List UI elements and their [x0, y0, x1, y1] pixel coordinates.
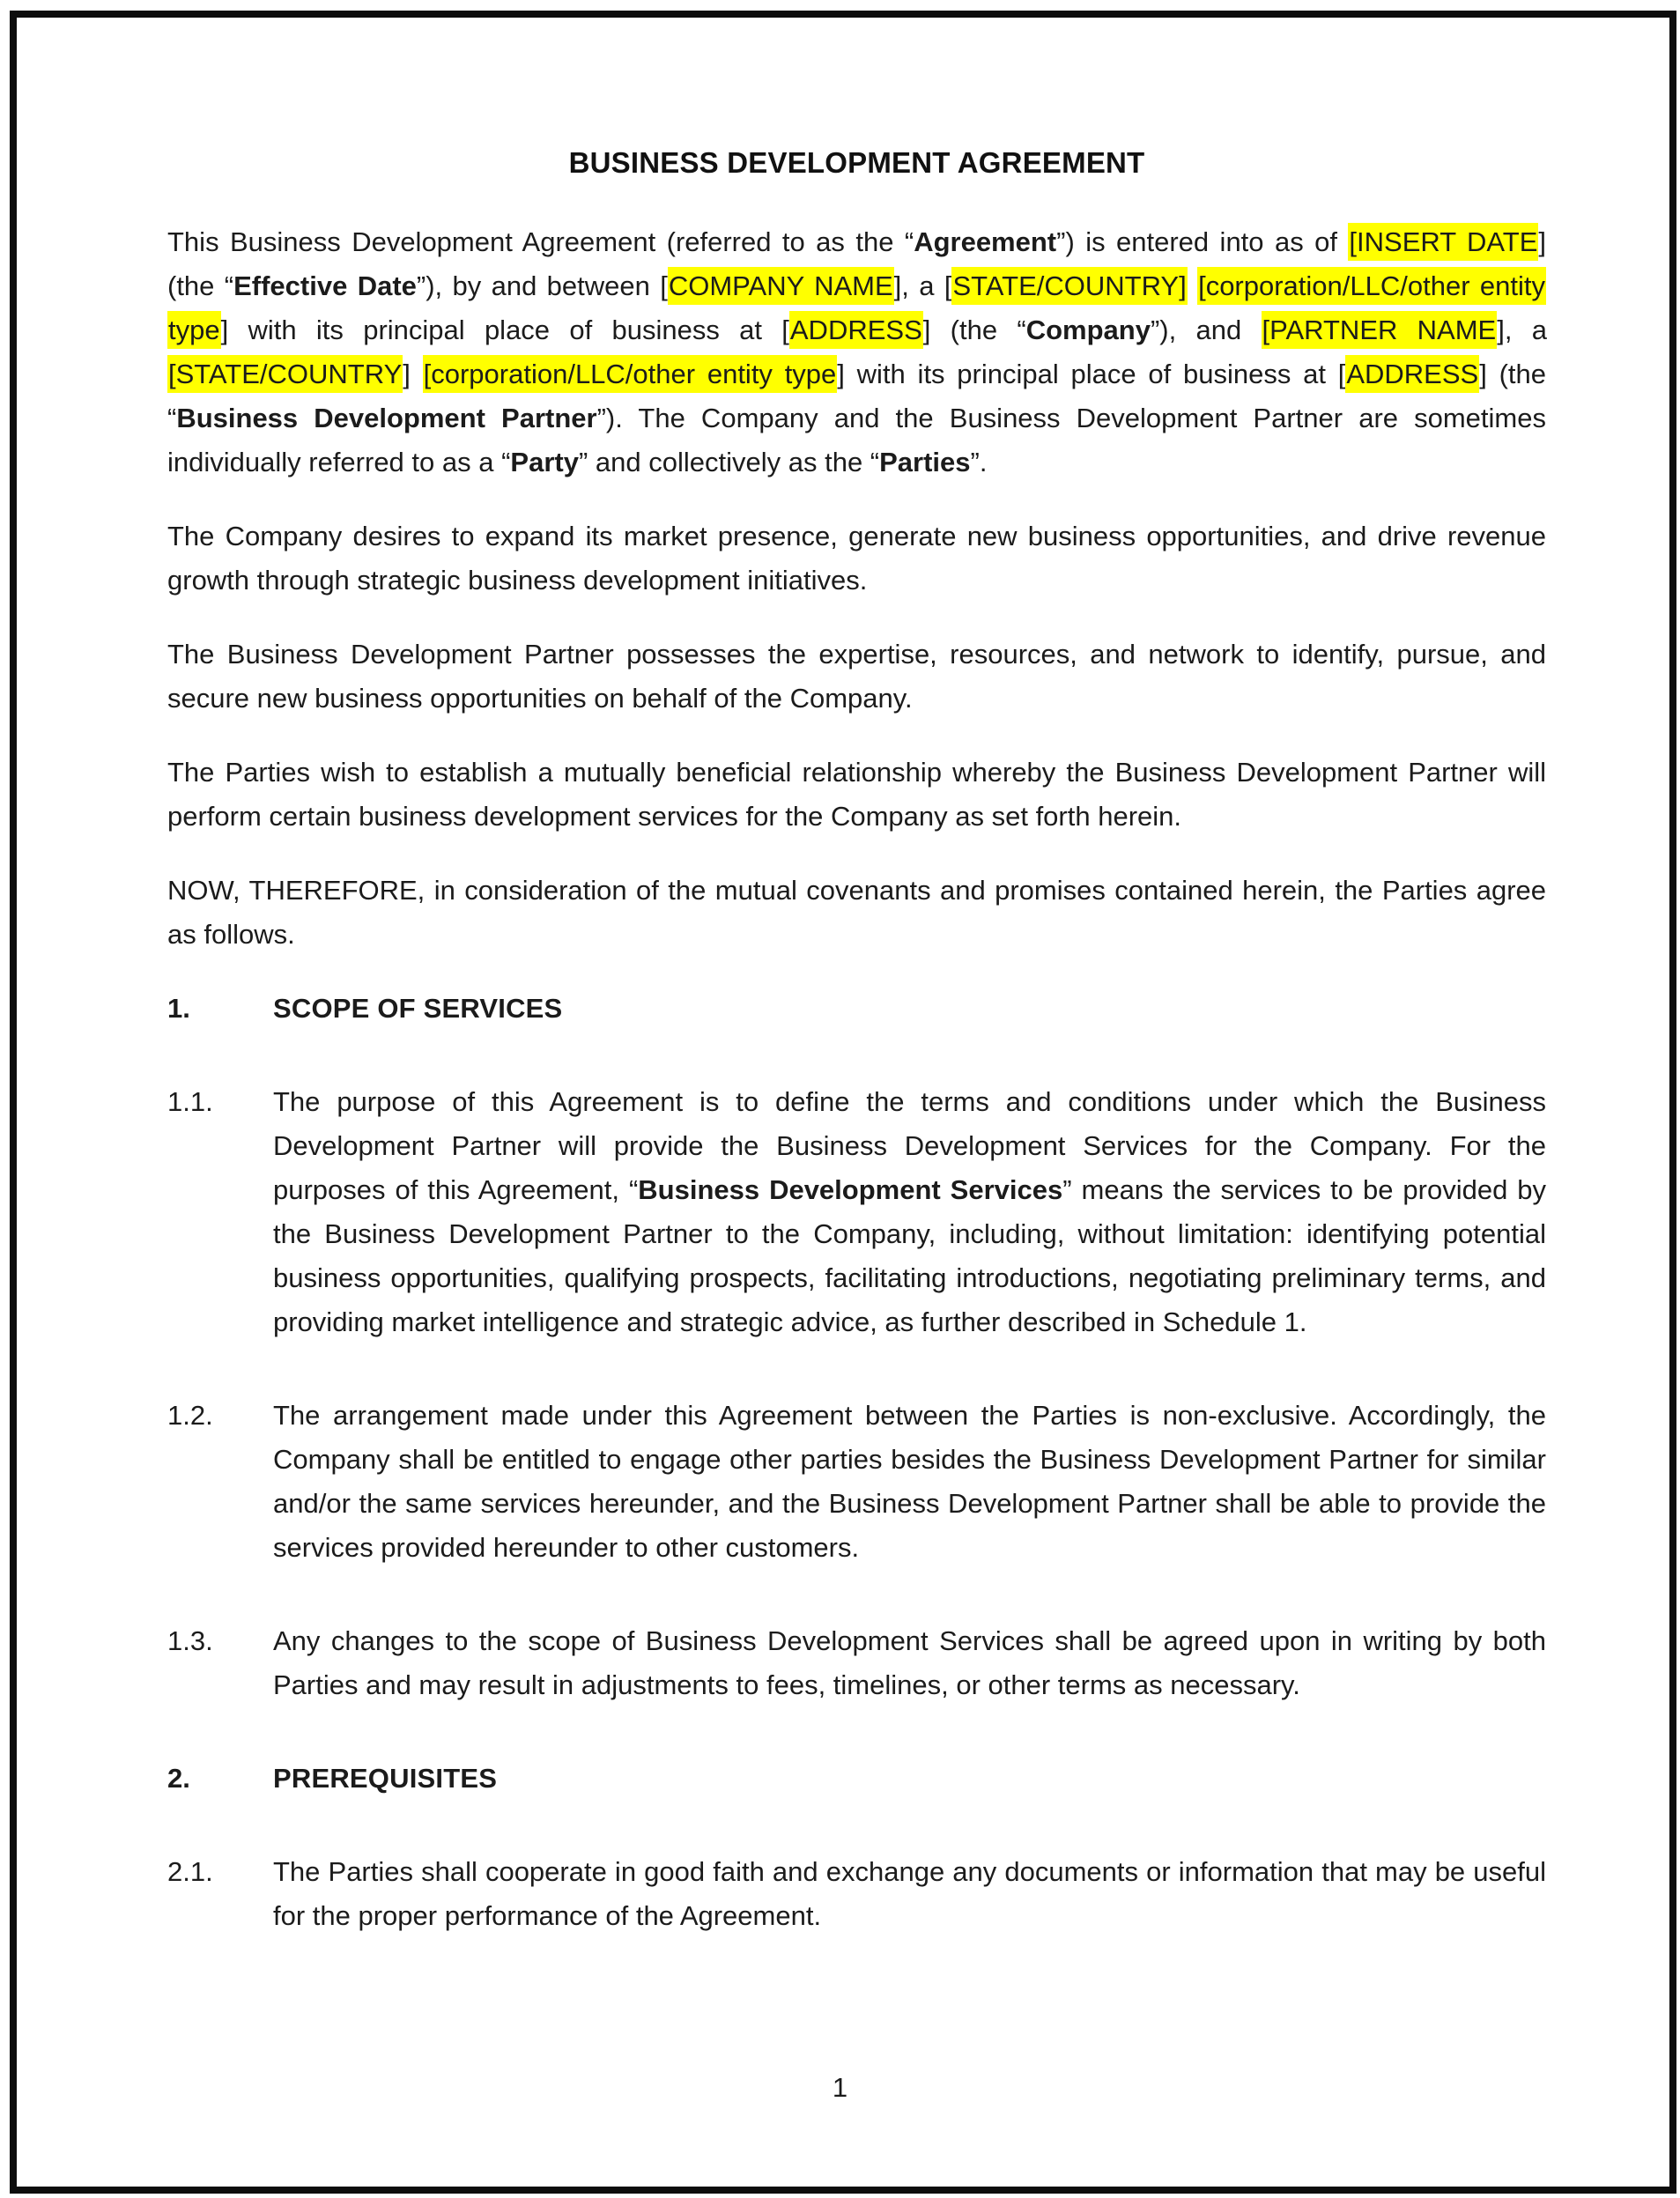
- clause-number: 1.3.: [167, 1625, 213, 1656]
- clause-number: 2.: [167, 1763, 190, 1794]
- bold-text-run: SCOPE OF SERVICES: [273, 993, 563, 1024]
- bold-text-run: Party: [510, 447, 579, 477]
- text-run: The arrangement made under this Agreement between the Parties is non-exclusive. Accordingly, the Company shall be entitled to engage other parties besides the Business Development Partner for similar and/or the same services hereunder, and the Business Development Partner shall be able to provide the services provided hereunder to other customers.: [273, 1400, 1546, 1563]
- clause-text: [273, 1619, 1546, 1707]
- text-run: Any changes to the scope of Business Development Services shall be agreed upon in writing by both Parties and may result in adjustments to fees, timelines, or other terms as necessary.: [273, 1625, 1546, 1700]
- placeholder-highlight: STATE/COUNTRY]: [951, 267, 1187, 305]
- text-run: NOW, THEREFORE, in consideration of the mutual covenants and promises contained herein, the Parties agree as follows.: [167, 875, 1546, 950]
- text-run: ” and collectively as the “: [578, 447, 880, 477]
- text-run: The Company desires to expand its market presence, generate new business opportunities, and drive revenue growth through strategic business development initiatives.: [167, 521, 1546, 596]
- text-run: ”) is entered into as of: [1056, 226, 1349, 257]
- text-run: ”.: [970, 447, 988, 477]
- text-run: ”), by and between [: [416, 270, 668, 301]
- paragraph: [167, 220, 1546, 485]
- paragraph: [167, 751, 1546, 839]
- numbered-clause: [167, 1080, 1546, 1344]
- placeholder-highlight: ADDRESS: [789, 311, 923, 349]
- text-run: The purpose of this Agreement is to define the terms and conditions under which the Business Development Partner will provide the Business Development Services for the Company. For the purposes of this Agreement, “: [273, 1086, 1546, 1205]
- text-run: ] (the “: [922, 315, 1026, 345]
- clause-text: [273, 1757, 1546, 1801]
- text-run: ] (the “: [167, 226, 1546, 301]
- placeholder-highlight: COMPANY NAME: [668, 267, 894, 305]
- placeholder-highlight: [PARTNER NAME: [1262, 311, 1498, 349]
- bold-text-run: Company: [1025, 315, 1151, 345]
- bold-text-run: Business Development Services: [638, 1174, 1063, 1205]
- bold-text-run: Parties: [879, 447, 971, 477]
- text-run: This Business Development Agreement (referred to as the “: [167, 226, 914, 257]
- text-run: ] with its principal place of business at [: [837, 359, 1346, 389]
- document-blocks: [167, 220, 1546, 1938]
- text-run: ] with its principal place of business at [: [220, 315, 789, 345]
- bold-text-run: Business Development Partner: [176, 403, 597, 433]
- paragraph: [167, 869, 1546, 957]
- document-title: BUSINESS DEVELOPMENT AGREEMENT: [568, 146, 1145, 179]
- bold-text-run: Agreement: [914, 226, 1057, 257]
- text-run: ], a: [1497, 315, 1547, 345]
- clause-text: [273, 987, 1546, 1031]
- text-run: [1188, 270, 1197, 301]
- clause-number: 1.1.: [167, 1086, 213, 1117]
- placeholder-highlight: [INSERT DATE: [1348, 223, 1538, 261]
- clause-number: 1.2.: [167, 1400, 213, 1431]
- section-heading: [167, 1757, 1546, 1801]
- numbered-clause: [167, 1394, 1546, 1570]
- text-run: ”). The Company and the Business Development Partner are sometimes individually referred to as a “: [167, 403, 1546, 477]
- bold-text-run: Effective Date: [233, 270, 417, 301]
- numbered-clause: [167, 1619, 1546, 1707]
- text-run: The Business Development Partner possesses the expertise, resources, and network to identify, pursue, and secure new business opportunities on behalf of the Company.: [167, 639, 1546, 714]
- clause-number: 1.: [167, 993, 190, 1024]
- text-run: ]: [403, 359, 423, 389]
- text-run: ”), and: [1150, 315, 1262, 345]
- text-run: ” means the services to be provided by the Business Development Partner to the Company, including, without limitation: identifying potential business opportunities, qualifying prospects, facilitating introductions, negotiating preliminary terms, and providing market intelligence and strategic advice, as further described in Schedule 1.: [273, 1174, 1547, 1337]
- text-run: The Parties wish to establish a mutually beneficial relationship whereby the Business Development Partner will perform certain business development services for the Company as set forth herein.: [167, 757, 1546, 832]
- bold-text-run: PREREQUISITES: [273, 1763, 498, 1794]
- page-number: 1: [832, 2072, 848, 2103]
- numbered-clause: [167, 1850, 1546, 1938]
- placeholder-highlight: [STATE/COUNTRY: [167, 355, 403, 393]
- text-run: ] (the “: [167, 359, 1546, 433]
- placeholder-highlight: [corporation/LLC/other entity type: [167, 267, 1546, 349]
- text-run: The Parties shall cooperate in good faith and exchange any documents or information that may be useful for the proper performance of the Agreement.: [273, 1856, 1546, 1931]
- clause-number: 2.1.: [167, 1856, 213, 1887]
- placeholder-highlight: [corporation/LLC/other entity type: [423, 355, 838, 393]
- text-run: ], a [: [893, 270, 952, 301]
- clause-text: [273, 1080, 1546, 1344]
- clause-text: [273, 1850, 1546, 1938]
- clause-text: [273, 1394, 1546, 1570]
- document-content: [167, 141, 1546, 1987]
- placeholder-highlight: ADDRESS: [1345, 355, 1479, 393]
- paragraph: [167, 633, 1546, 721]
- section-heading: [167, 987, 1546, 1031]
- paragraph: [167, 514, 1546, 603]
